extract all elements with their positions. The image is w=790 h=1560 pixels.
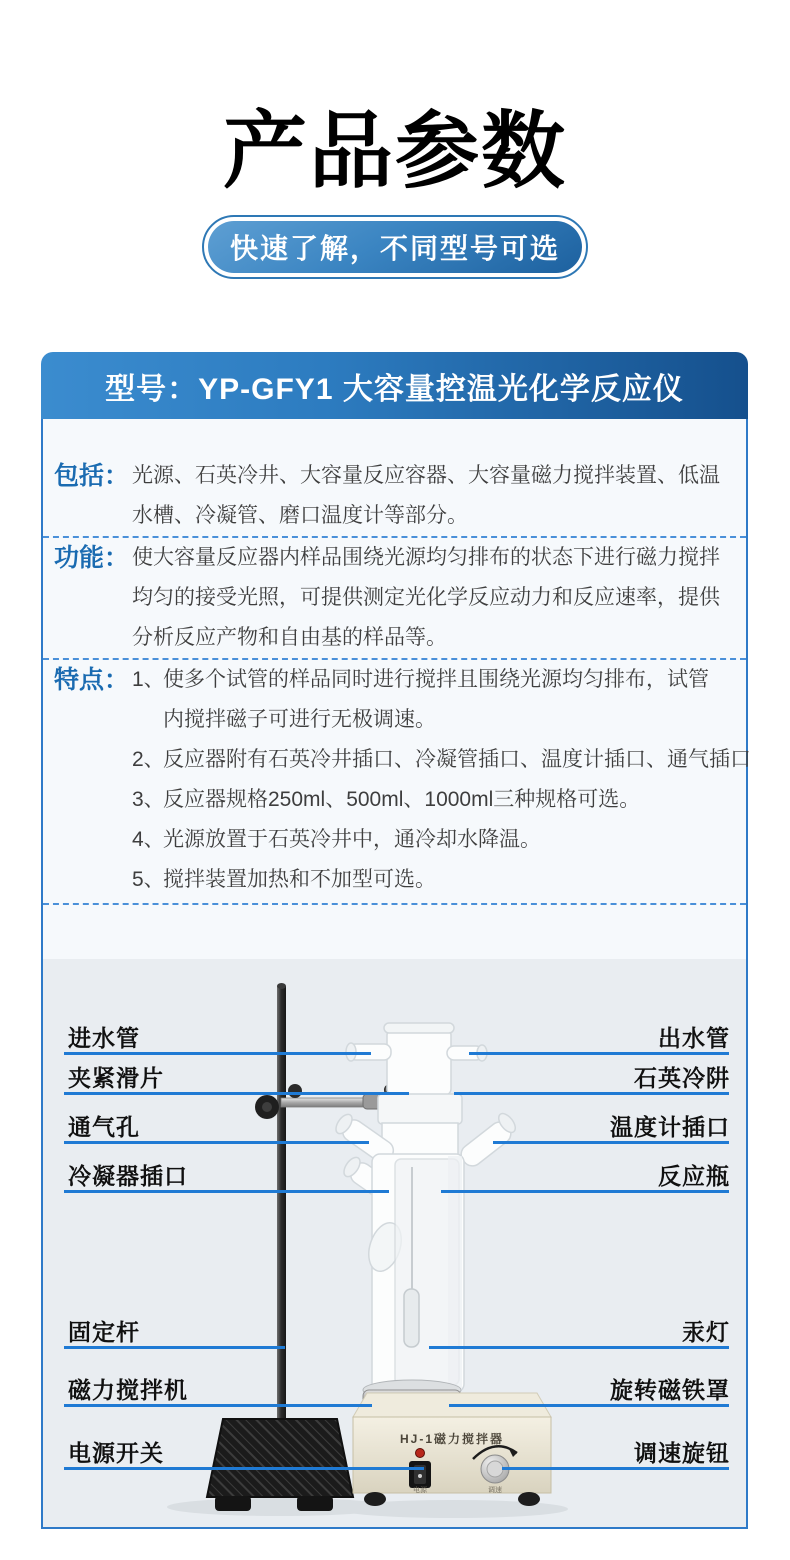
feature-number: 1、 bbox=[132, 668, 165, 691]
include-line: 光源、石英冷井、大容量反应容器、大容量磁力搅拌装置、低温 bbox=[132, 464, 720, 487]
power-switch-label: 电源 bbox=[413, 1487, 427, 1494]
feature-number: 2、 bbox=[132, 748, 165, 771]
feature-item bbox=[132, 700, 751, 740]
feature-item bbox=[132, 860, 751, 900]
stirrer-model-text: HJ-1磁力搅拌器 bbox=[399, 1432, 505, 1446]
feature-item bbox=[132, 740, 751, 780]
stand-base-foot bbox=[215, 1496, 251, 1511]
page-title: 产品参数 bbox=[222, 101, 567, 200]
stirrer-foot bbox=[518, 1492, 540, 1506]
feature-number: 4、 bbox=[132, 828, 165, 851]
feature-text: 光源放置于石英冷井中，通冷却水降温。 bbox=[163, 828, 541, 851]
feature-text: 反应器附有石英冷井插口、冷凝管插口、温度计插口、通气插口 bbox=[163, 748, 751, 771]
feature-item bbox=[132, 780, 751, 820]
subtitle-pill bbox=[202, 215, 588, 279]
diagram-label-inlet: 进水管 bbox=[68, 1025, 140, 1051]
speed-knob-label: 调速 bbox=[488, 1487, 502, 1494]
cold-trap bbox=[387, 1029, 451, 1095]
spec-sections bbox=[43, 419, 751, 905]
diagram-label-outlet: 出水管 bbox=[658, 1025, 730, 1051]
section-features bbox=[54, 660, 751, 900]
spec-card bbox=[41, 352, 751, 1529]
section-function bbox=[54, 538, 736, 658]
dashed-divider bbox=[43, 903, 746, 905]
clamp-knob-small bbox=[288, 1084, 302, 1098]
mercury-lamp bbox=[404, 1289, 419, 1347]
diagram-label-stirrer: 磁力搅拌机 bbox=[68, 1377, 188, 1403]
stand-base bbox=[207, 1419, 353, 1497]
feature-text: 内搅拌磁子可进行无极调速。 bbox=[163, 708, 436, 731]
section-features-label: 特点： bbox=[54, 666, 130, 694]
feature-number bbox=[132, 700, 163, 740]
diagram-label-thermometer-port: 温度计插口 bbox=[610, 1114, 730, 1140]
section-include bbox=[54, 456, 736, 536]
function-line: 均匀的接受光照，可提供测定光化学反应动力和反应速率，提供 bbox=[132, 586, 720, 609]
diagram-label-condenser-port: 冷凝器插口 bbox=[68, 1163, 188, 1189]
diagram-label-speed-knob: 调速旋钮 bbox=[634, 1440, 730, 1466]
model-header: 型号：YP-GFY1 大容量控温光化学反应仪 bbox=[41, 352, 748, 419]
stirrer-front bbox=[353, 1417, 551, 1493]
diagram-label-clamp-slider: 夹紧滑片 bbox=[68, 1065, 164, 1091]
diagram-label-reaction-flask: 反应瓶 bbox=[658, 1163, 730, 1189]
section-include-label: 包括： bbox=[54, 462, 130, 490]
feature-text: 反应器规格250ml、500ml、1000ml三种规格可选。 bbox=[163, 788, 641, 811]
stand-base-foot bbox=[297, 1496, 333, 1511]
reactor-collar bbox=[378, 1094, 462, 1124]
feature-item bbox=[132, 820, 751, 860]
feature-number: 5、 bbox=[132, 868, 165, 891]
glass-vessel bbox=[333, 1023, 519, 1392]
diagram-label-vent: 通气孔 bbox=[68, 1114, 140, 1140]
feature-item bbox=[132, 660, 751, 700]
stirrer-foot bbox=[364, 1492, 386, 1506]
include-line: 水槽、冷凝管、磨口温度计等部分。 bbox=[132, 504, 468, 527]
diagram-label-mercury-lamp: 汞灯 bbox=[682, 1319, 730, 1345]
diagram-label-magnet-cover: 旋转磁铁罩 bbox=[610, 1377, 730, 1403]
feature-number: 3、 bbox=[132, 788, 165, 811]
diagram-label-rod: 固定杆 bbox=[68, 1319, 140, 1345]
diagram-label-quartz-trap: 石英冷阱 bbox=[634, 1065, 730, 1091]
feature-text: 使多个试管的样品同时进行搅拌且围绕光源均匀排布，试管 bbox=[163, 668, 709, 691]
function-line: 使大容量反应器内样品围绕光源均匀排布的状态下进行磁力搅拌 bbox=[132, 546, 720, 569]
spec-card-body bbox=[41, 419, 751, 1529]
diagram-label-power-switch: 电源开关 bbox=[68, 1440, 164, 1466]
power-led bbox=[416, 1449, 425, 1458]
feature-text: 搅拌装置加热和不加型可选。 bbox=[163, 868, 436, 891]
subtitle-pill-text: 快速了解，不同型号可选 bbox=[208, 221, 582, 273]
section-function-label: 功能： bbox=[54, 544, 130, 572]
diagram-panel bbox=[43, 959, 746, 1527]
function-line: 分析反应产物和自由基的样品等。 bbox=[132, 626, 447, 649]
